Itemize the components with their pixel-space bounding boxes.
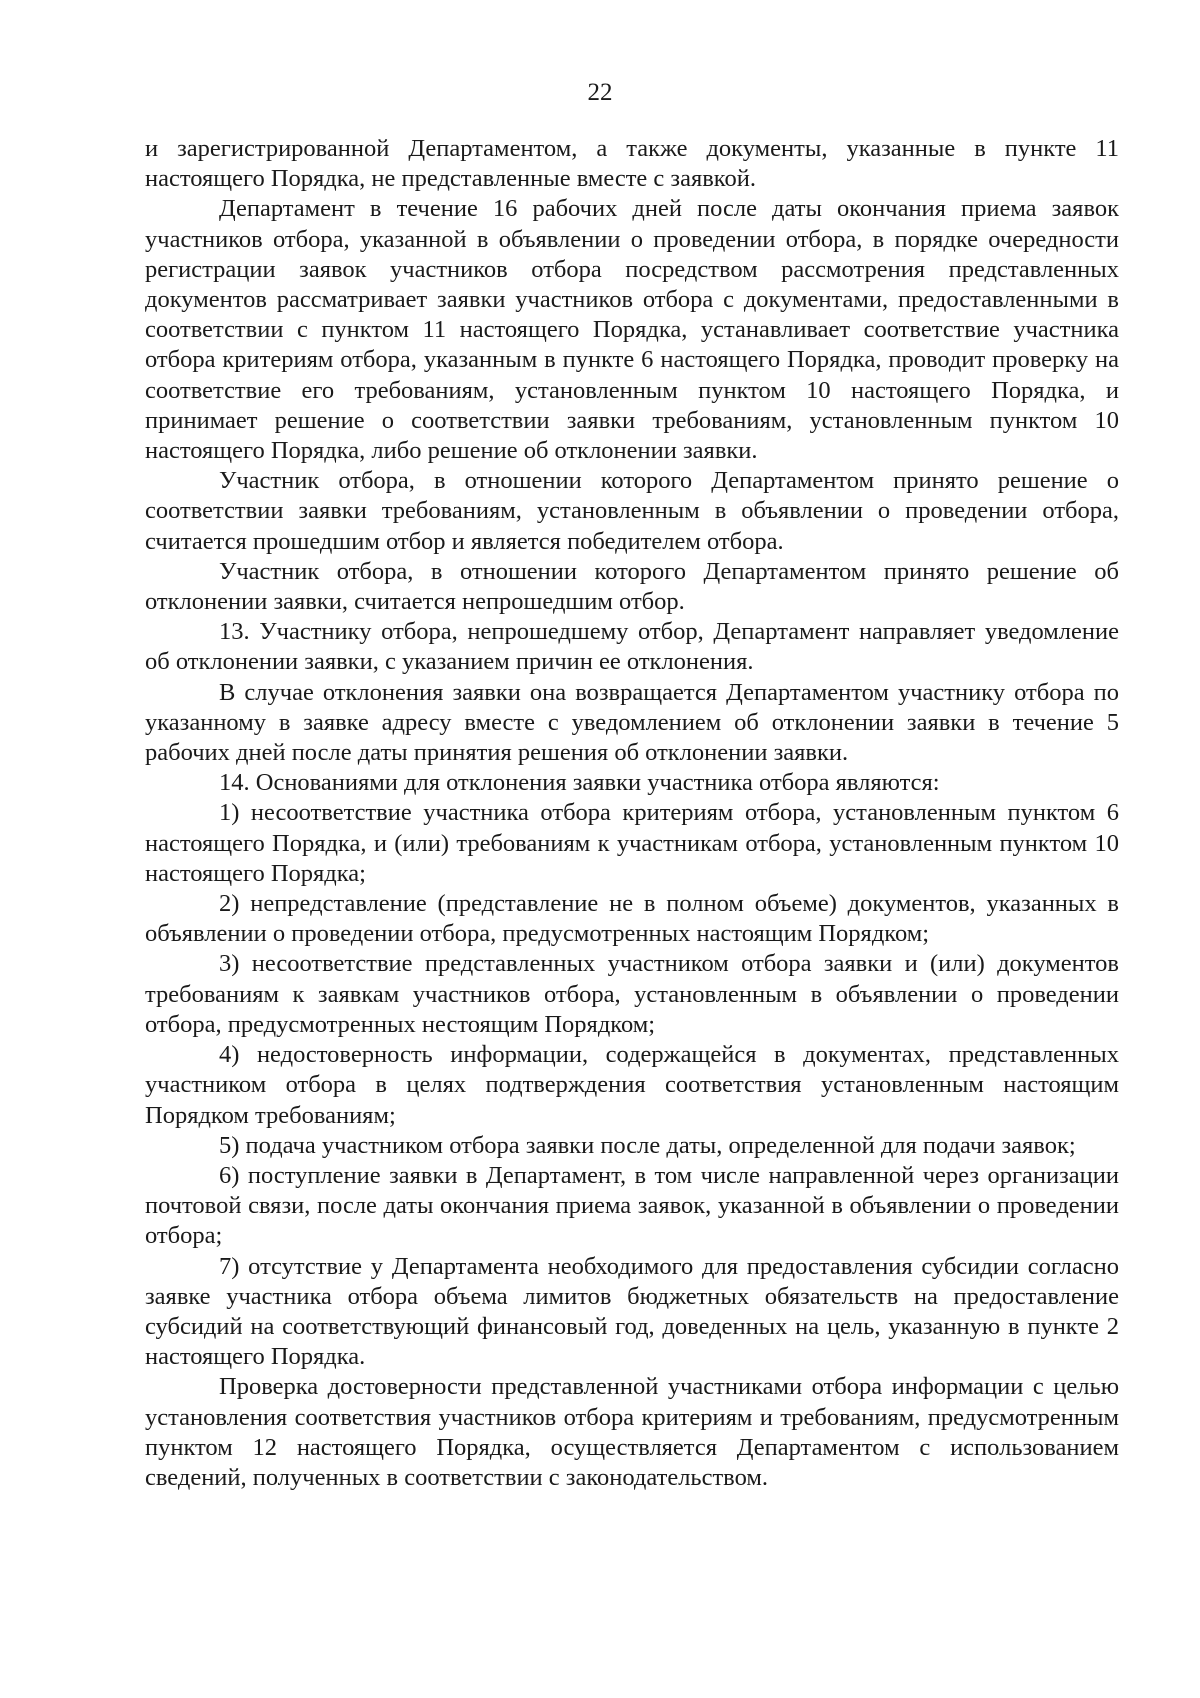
paragraph-winner: Участник отбора, в отношении которого Департаментом принято решение о соответствии заявки требованиям, установленным в объявлении о проведении отбора, считается прошедшим отбор и является победителем отбора. [145, 467, 1119, 555]
document-body [145, 134, 1119, 1493]
paragraph-verification: Проверка достоверности представленной участниками отбора информации с целью установления соответствия участников отбора критериям и требованиям, предусмотренным пунктом 12 настоящего Порядка, осуществляется Департаментом с использованием сведений, полученных в соответствии с законодательством. [145, 1373, 1119, 1491]
list-item-1: 1) несоответствие участника отбора критериям отбора, установленным пунктом 6 настоящего Порядка, и (или) требованиям к участникам отбора, установленным пунктом 10 настоящего Порядка; [145, 799, 1119, 887]
list-item-6: 6) поступление заявки в Департамент, в том числе направленной через организации почтовой связи, после даты окончания приема заявок, указанной в объявлении о проведении отбора; [145, 1161, 1119, 1250]
paragraph-continuation: и зарегистрированной Департаментом, а также документы, указанные в пункте 11 настоящего Порядка, не представленные вместе с заявкой. [145, 135, 1119, 193]
list-item-4: 4) недостоверность информации, содержащейся в документах, представленных участником отбора в целях подтверждения соответствия установленным настоящим Порядком требованиям; [145, 1041, 1119, 1129]
paragraph-rejected: Участник отбора, в отношении которого Департаментом принято решение об отклонении заявки, считается непрошедшим отбор. [145, 557, 1119, 616]
list-item-7: 7) отсутствие у Департамента необходимого для предоставления субсидии согласно заявке участника отбора объема лимитов бюджетных обязательств на предоставление субсидий на соответствующий финансовый год, доведенных на цель, указанную в пункте 2 настоящего Порядка. [145, 1252, 1119, 1371]
clause-13: 13. Участнику отбора, непрошедшему отбор, Департамент направляет уведомление об отклонении заявки, с указанием причин ее отклонения. [145, 618, 1119, 676]
list-item-3: 3) несоответствие представленных участником отбора заявки и (или) документов требованиям к заявкам участников отбора, установленным в объявлении о проведении отбора, предусмотренных нестоящим Порядком; [145, 950, 1119, 1038]
list-item-2: 2) непредставление (представление не в полном объеме) документов, указанных в объявлении о проведении отбора, предусмотренных настоящим Порядком; [145, 890, 1119, 948]
clause-14: 14. Основаниями для отклонения заявки участника отбора являются: [219, 769, 940, 797]
paragraph-department-review: Департамент в течение 16 рабочих дней после даты окончания приема заявок участников отбора, указанной в объявлении о проведении отбора, в порядке очередности регистрации заявок участников отбора посредством рассмотрения представленных документов рассматривает заявки участников отбора с документами, предоставленными в соответствии с пунктом 11 настоящего Порядка, устанавливает соответствие участника отбора критериям отбора, указанным в пункте 6 настоящего Порядка, проводит проверку на соответствие его требованиям, установленным пунктом 10 настоящего Порядка, и принимает решение о соответствии заявки требованиям, установленным пунктом 10 настоящего Порядка, либо решение об отклонении заявки. [145, 195, 1119, 465]
list-item-5: 5) подача участником отбора заявки после даты, определенной для подачи заявок; [219, 1131, 1076, 1159]
paragraph-return-application: В случае отклонения заявки она возвращается Департаментом участнику отбора по указанному в заявке адресу вместе с уведомлением об отклонении заявки в течение 5 рабочих дней после даты принятия решения об отклонении заявки. [145, 678, 1119, 767]
page-number: 22 [587, 79, 613, 106]
